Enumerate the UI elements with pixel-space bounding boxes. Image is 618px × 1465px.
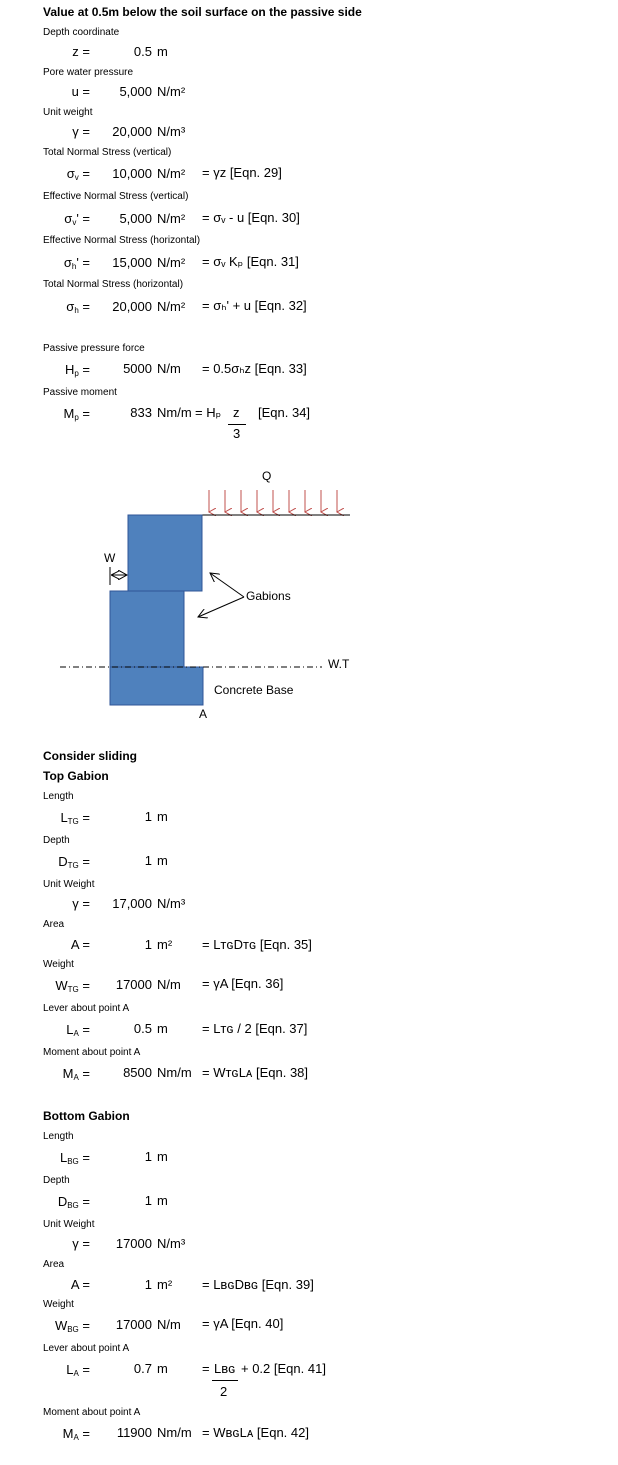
wbg-unit: N/m: [157, 1317, 181, 1332]
q-label: Q: [262, 469, 272, 483]
bottom-length-label: Length: [43, 1131, 74, 1142]
wbg-value: 17000: [115, 1317, 152, 1332]
lbg-symbol: $L_{BG}$ =: [59, 1150, 90, 1166]
top-moment-label: Moment about point A: [43, 1047, 141, 1058]
gabions-pointer-bottom: [198, 597, 244, 617]
hp-label: Passive pressure force: [43, 343, 145, 354]
esh-equation: = σᵥ Kₚ [Eqn. 31]: [202, 254, 299, 269]
mp-equation-lhs: = Hₚ: [195, 405, 222, 420]
hp-equation: = 0.5σₕz [Eqn. 33]: [202, 361, 307, 376]
mp-equation-ref: [Eqn. 34]: [258, 405, 311, 420]
dtg-symbol: $D_{TG}$ =: [58, 854, 90, 870]
wtg-unit: N/m: [157, 977, 181, 992]
wbg-equation: = γA [Eqn. 40]: [202, 1316, 284, 1331]
depth-label: Depth coordinate: [43, 27, 120, 38]
mp-unit: Nm/m: [157, 405, 192, 420]
top-ma-unit: Nm/m: [157, 1065, 192, 1080]
sh-value: 20,000: [112, 299, 152, 314]
bottom-area-label: Area: [43, 1259, 65, 1270]
top-la-unit: m: [157, 1021, 168, 1036]
sv-label: Total Normal Stress (vertical): [43, 147, 172, 158]
u-symbol: u =: [71, 84, 90, 99]
mp-symbol: $M_p$ =: [63, 406, 90, 422]
sliding-heading: Consider sliding: [43, 749, 138, 763]
esv-label: Effective Normal Stress (vertical): [43, 191, 189, 202]
bottom-gabion-heading: Bottom Gabion: [43, 1109, 130, 1123]
bottom-ma-symbol: $M_A$ =: [62, 1426, 90, 1442]
top-ma-equation: = WᴛɢLᴀ [Eqn. 38]: [202, 1065, 309, 1080]
bottom-area-value: 1: [144, 1277, 152, 1292]
top-area-equation: = LᴛɢDᴛɢ [Eqn. 35]: [202, 937, 312, 952]
top-gabion: [128, 515, 202, 591]
bottom-la-equation-denominator: 2: [220, 1384, 228, 1399]
gabions-label: Gabions: [246, 589, 291, 603]
bottom-ma-unit: Nm/m: [157, 1425, 192, 1440]
bottom-lever-label: Lever about point A: [43, 1343, 130, 1354]
top-la-equation: = Lᴛɢ / 2 [Eqn. 37]: [202, 1021, 308, 1036]
bottom-area-symbol: A =: [70, 1277, 90, 1292]
esv-unit: N/m²: [157, 211, 186, 226]
u-value: 5,000: [119, 84, 152, 99]
top-weight-label: Weight: [43, 959, 74, 970]
bottom-la-unit: m: [157, 1361, 168, 1376]
gamma-unit: N/m³: [157, 124, 186, 139]
w-label: W: [104, 551, 116, 565]
sv-equation: = γz [Eqn. 29]: [202, 165, 282, 180]
top-area-unit: m²: [157, 937, 173, 952]
hp-symbol: $H_p$ =: [64, 362, 90, 378]
sigma-h-eff-symbol: $\sigma_h'$ =: [63, 255, 90, 271]
mp-value: 833: [130, 405, 152, 420]
bottom-area-equation: = LʙɢDʙɢ [Eqn. 39]: [202, 1277, 314, 1292]
hp-value: 5000: [123, 361, 152, 376]
concrete-base: [110, 667, 203, 705]
gamma-value: 20,000: [112, 124, 152, 139]
mp-equation-numerator: z: [233, 405, 240, 420]
gamma-symbol: γ =: [72, 124, 90, 139]
wt-label: W.T: [328, 657, 350, 671]
z-value: 0.5: [133, 44, 152, 59]
top-area-value: 1: [144, 937, 152, 952]
sigma-h-symbol: $\sigma_h$ =: [66, 299, 90, 315]
bottom-la-symbol: $L_A$ =: [66, 1362, 90, 1378]
top-length-label: Length: [43, 791, 74, 802]
bottom-depth-label: Depth: [43, 1175, 70, 1186]
z-symbol: z =: [72, 44, 90, 59]
bottom-moment-label: Moment about point A: [43, 1407, 141, 1418]
top-gamma-unit: N/m³: [157, 896, 186, 911]
top-ma-value: 8500: [123, 1065, 152, 1080]
u-unit: N/m²: [157, 84, 186, 99]
sh-label: Total Normal Stress (horizontal): [43, 279, 184, 290]
lbg-unit: m: [157, 1149, 168, 1164]
esv-value: 5,000: [119, 211, 152, 226]
mp-equation-denominator: 3: [233, 426, 241, 441]
top-la-symbol: $L_A$ =: [66, 1022, 90, 1038]
gabions-pointer-top: [210, 573, 244, 597]
wtg-equation: = γA [Eqn. 36]: [202, 976, 284, 991]
top-depth-label: Depth: [43, 835, 70, 846]
bottom-area-unit: m²: [157, 1277, 173, 1292]
hp-unit: N/m: [157, 361, 181, 376]
bottom-unit-weight-label: Unit Weight: [43, 1219, 95, 1230]
wtg-symbol: $W_{TG}$ =: [55, 978, 90, 994]
dtg-value: 1: [144, 853, 152, 868]
top-lever-label: Lever about point A: [43, 1003, 130, 1014]
point-a-label: A: [199, 707, 208, 721]
bottom-la-equation-rest: + 0.2 [Eqn. 41]: [241, 1361, 326, 1376]
bottom-la-fraction-bar: [212, 1380, 238, 1381]
ltg-value: 1: [144, 809, 152, 824]
sigma-v-eff-symbol: $\sigma_v'$ =: [64, 211, 90, 227]
bottom-ma-equation: = WʙɢLᴀ [Eqn. 42]: [202, 1425, 309, 1440]
top-area-symbol: A =: [70, 937, 90, 952]
bottom-ma-value: 11900: [116, 1425, 152, 1440]
z-unit: m: [157, 44, 168, 59]
top-gamma-value: 17,000: [112, 896, 152, 911]
top-la-value: 0.5: [133, 1021, 152, 1036]
page-title: Value at 0.5m below the soil surface on the passive side: [43, 5, 362, 19]
pore-pressure-label: Pore water pressure: [43, 67, 134, 78]
wtg-value: 17000: [115, 977, 152, 992]
bottom-gamma-symbol: γ =: [72, 1236, 90, 1251]
sh-equation: = σₕ' + u [Eqn. 32]: [202, 298, 307, 313]
bottom-gamma-unit: N/m³: [157, 1236, 186, 1251]
bottom-la-equation-numerator: Lʙɢ: [214, 1361, 236, 1376]
sh-unit: N/m²: [157, 299, 186, 314]
ltg-symbol: $L_{TG}$ =: [60, 810, 90, 826]
bottom-gamma-value: 17000: [115, 1236, 152, 1251]
top-area-label: Area: [43, 919, 65, 930]
dbg-unit: m: [157, 1193, 168, 1208]
sv-value: 10,000: [112, 166, 152, 181]
bottom-la-value: 0.7: [133, 1361, 152, 1376]
gabion-diagram: [0, 460, 618, 730]
ltg-unit: m: [157, 809, 168, 824]
esv-equation: = σᵥ - u [Eqn. 30]: [202, 210, 300, 225]
unit-weight-label: Unit weight: [43, 107, 93, 118]
top-unit-weight-label: Unit Weight: [43, 879, 95, 890]
dbg-symbol: $D_{BG}$ =: [57, 1194, 90, 1210]
mp-label: Passive moment: [43, 387, 117, 398]
esh-label: Effective Normal Stress (horizontal): [43, 235, 201, 246]
wbg-symbol: $W_{BG}$ =: [54, 1318, 90, 1334]
dtg-unit: m: [157, 853, 168, 868]
bottom-weight-label: Weight: [43, 1299, 74, 1310]
sv-unit: N/m²: [157, 166, 186, 181]
bottom-la-equation-eq: =: [202, 1361, 210, 1376]
sigma-v-symbol: $\sigma_v$ =: [66, 166, 90, 182]
load-arrows: [209, 490, 337, 512]
dbg-value: 1: [144, 1193, 152, 1208]
mp-fraction-bar: [228, 424, 246, 425]
esh-value: 15,000: [112, 255, 152, 270]
top-ma-symbol: $M_A$ =: [62, 1066, 90, 1082]
top-gamma-symbol: γ =: [72, 896, 90, 911]
bottom-gabion: [110, 591, 184, 667]
concrete-base-label: Concrete Base: [214, 683, 294, 697]
lbg-value: 1: [144, 1149, 152, 1164]
top-gabion-heading: Top Gabion: [43, 769, 109, 783]
esh-unit: N/m²: [157, 255, 186, 270]
